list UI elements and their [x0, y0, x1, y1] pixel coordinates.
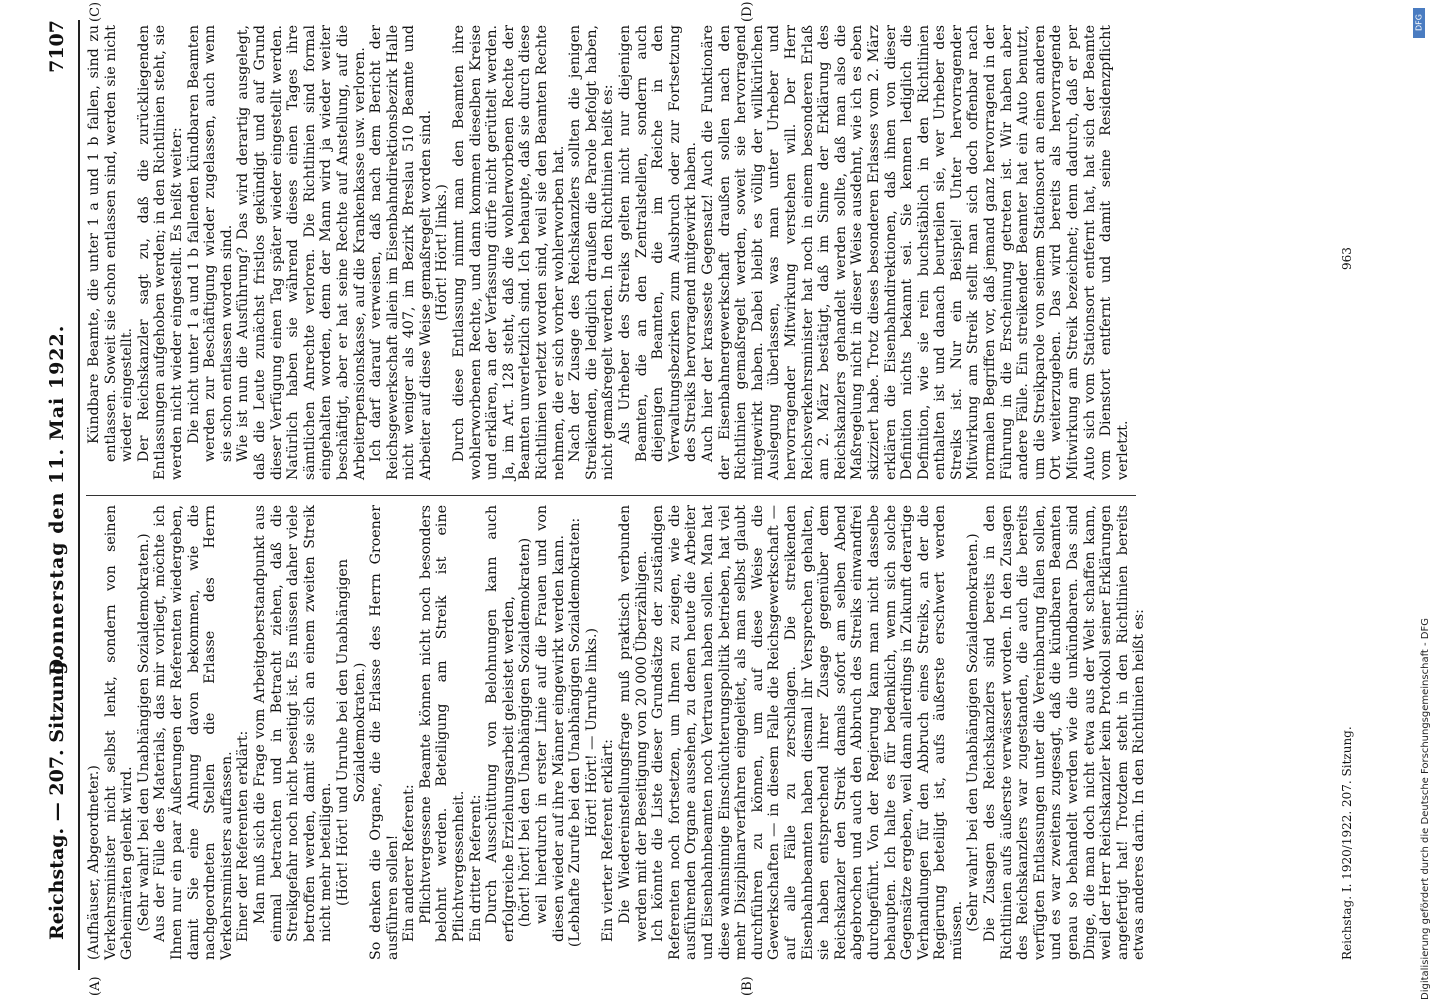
document-page [40, 0, 1375, 1000]
interjection: (Hört! Hört! und Unruhe bei den Unabhängigen Sozialdemokraten.) [334, 559, 368, 906]
paragraph: Ein anderer Referent: [401, 784, 418, 942]
header-session: Reichstag. — 207. Sitzung. [46, 654, 68, 940]
paragraph: Die Zusagen des Reichskanzlers sind bereits in den Richtlinien aufs äußerste verwässert worden. In den Zusagen des Reichskanzlers war zugestanden, die auch die bereits verfügten Entlassungen unter die Vereinbarung fallen sollen, und es war zweitens zugesagt, daß die kündbaren Beamten genau so behandelt werden wie die unkündbaren. Das sind Dinge, die man doch nicht etwa aus der Welt schaffen kann, weil der Herr Reichskanzler kein Protokoll seiner Erklärungen angefertigt hat! Trotzdem steht in den Richtlinien bereits etwas anderes darin. In den Richtlinien heißt es: [982, 505, 1148, 960]
paragraph: Einer der Referenten erklärt: [235, 730, 252, 942]
footer-source: Reichstag. I. 1920/1922. 207. Sitzung. [1340, 726, 1354, 960]
paragraph: Ich könnte die Liste dieser Grundsätze der zuständigen Referenten noch fortsetzen, um Ihnen zu zeigen, wie die ausführenden Organe aussehen, zu denen heute die Arbeiter und Eisenbahnbeamten noch Vertrauen haben sollen. Man hat diese wahnsinnige Einschüchterungspolitik betrieben, hat viel mehr Disziplinarverfahren eingeleitet, als man selbst glaubt durchführen zu können, um auf diese Weise die Gewerkschaften — in diesem Falle die Reichsgewerkschaft — auf alle Fälle zu zerschlagen. Die streikenden Eisenbahnbeamten haben diesmal ihr Versprechen gehalten, sie haben entsprechend ihrer Zusage gegenüber dem Reichskanzler den Streik damals sofort am selben Abend abgebrochen und auch den Abbruch des Streiks einwandfrei durchgeführt. Von der Regierung kann man nicht dasselbe behaupten. Ich halte es für bedenklich, wenn sich solche Gegensätze ergeben, weil dann allerdings in Zukunft derartige Verhandlungen für den Abbruch eines Streiks, an der die Regierung beteiligt ist, aufs äußerste erschwert werden müssen. [650, 505, 965, 960]
quotation: Pflichtvergessene Beamte können nicht noch besonders belohnt werden. Beteiligung am Streik ist eine Pflichtvergessenheit. [417, 505, 468, 942]
paragraph: So denken die Organe, die die Erlasse des Herrn Groener ausführen sollen! [368, 505, 401, 960]
interjection: (Sehr wahr! bei den Unabhängigen Sozialdemokraten.) [965, 533, 982, 932]
dfg-logo-text: DFG [1414, 14, 1424, 31]
paragraph: Ein dritter Referent: [467, 794, 484, 942]
interjection: (Sehr wahr! bei den Unabhängigen Sozialdemokraten.) [135, 533, 152, 932]
paragraph: Ein vierter Referent erklärt: [600, 739, 617, 942]
quotation: Kündbare Beamte, die unter 1 a und 1 b fallen, sind zu entlassen. Soweit sie schon entlassen sind, werden sie nicht wieder eingestellt. [86, 25, 136, 462]
quotation: Die nicht unter 1 a und 1 b fallenden kündbaren Beamten werden zur Beschäftigung wieder zugelassen, auch wenn sie schon entlassen worden sind. [185, 25, 235, 462]
margin-marker-a: (A) [88, 976, 103, 996]
column-divider [86, 495, 1136, 496]
paragraph: Durch diese Entlassung nimmt man den Beamten ihre wohlerworbenen Rechte, und dann kommen dieselben Kreise und erklären, an der Verfassung dürfe nicht gerüttelt werden. Ja, im Art. 128 steht, daß die wohlerworbenen Rechte der Beamten unverletzlich sind. Ich behaupte, daß sie durch diese Richtlinien verletzt worden sind, weil sie den Beamten Rechte nehmen, die er sich vorher wohlerworben hat. [451, 25, 567, 480]
text-column-right [86, 25, 1131, 480]
paragraph: Nach der Zusage des Reichskanzlers sollten die jenigen Streikenden, die lediglich draußen die Parole befolgt haben, nicht gemaßregelt werden. In den Richtlinien heißt es: [567, 25, 617, 480]
quotation: Man muß sich die Frage vom Arbeitgeberstandpunkt aus einmal betrachten und in Betracht ziehen, daß die Streikgefahr noch nicht beseitigt ist. Es müssen daher viele betroffen werden, damit sie sich an einem zweiten Streik nicht mehr beteiligen. [251, 505, 335, 942]
funding-note: Digitalisierung gefördert durch die Deutsche Forschungsgemeinschaft - DFG [1420, 617, 1431, 1000]
footer-sheet-number: 963 [1340, 247, 1354, 270]
header-rule [78, 20, 80, 970]
margin-marker-d: (D) [740, 1, 755, 22]
paragraph: Der Reichskanzler sagt zu, daß die zurückliegenden Entlassungen aufgehoben werden; in den Richtlinien steht, sie werden nicht wieder eingestellt. Es heißt weiter: [135, 25, 185, 480]
paragraph: (Aufhäuser, Abgeordneter.) [86, 765, 102, 960]
interjection: (hört! hört! bei den Unabhängigen Sozialdemokraten) [517, 537, 534, 928]
quotation: weil hierdurch in erster Linie auf die Frauen und von diesen wieder auf ihre Männer eingewirkt werden kann. [534, 505, 567, 942]
paragraph: Auch hier der krasseste Gegensatz! Auch die Funktionäre der Eisenbahnergewerkschaft draußen sollen nach den Richtlinien gemaßregelt werden, soweit sie hervorragend mitgewirkt haben. Dabei bleibt es völlig der willkürlichen Auslegung überlassen, was man unter Urheber und hervorragender Mitwirkung verstehen will. Der Herr Reichsverkehrsminister hat noch in einem besonderen Erlaß am 2. März bestätigt, daß im Sinne der Erklärung des Reichskanzlers gehandelt werden sollte, daß man also die Maßregelung nicht in dieser Weise ausdehnt, wie ich es eben skizziert habe. Trotz dieses besonderen Erlasses vom 2. März erklären die Eisenbahndirektionen, daß ihnen von dieser Definition nichts bekannt sei. Sie kennen lediglich die Definition, wie sie rein buchstäblich in den Richtlinien enthalten ist und danach beurteilen sie, wer Urheber des Streiks ist. Nur ein Beispiel! Unter hervorragender Mitwirkung am Streik stellt man sich doch offenbar nach normalen Begriffen vor, daß jemand ganz hervorragend in der Führung in die Erscheinung getreten ist. Wir haben aber andere Fälle. Ein streikender Beamter hat ein Auto benutzt, um die Streikparole von seinem Stationsort an einen anderen Ort weiterzugeben. Das wird bereits als hervorragende Mitwirkung am Streik bezeichnet; denn dadurch, daß er per Auto sich vom Stationsort entfernt hat, hat sich der Beamte vom Dienstort entfernt und damit seine Residenzpflicht verletzt. [699, 25, 1131, 480]
quotation: Die Wiedereinstellungsfrage muß praktisch verbunden werden mit der Beseitigung von 20 000 Überzähligen. [617, 505, 650, 942]
paragraph: Wie ist nun die Ausführung? Das wird derartig ausgelegt, daß die Leute zunächst fristlos gekündigt und auf Grund dieser Verfügung einen Tag später wieder eingestellt werden. Natürlich haben sie während dieses einen Tages ihre sämtlichen Anrechte verloren. Die Richtlinien sind formal eingehalten worden, denn der Mann wird ja wieder weiter beschäftigt, aber er hat seine Rechte auf Anstellung, auf die Arbeiterpensionskasse, auf die Krankenkasse usw. verloren. [235, 25, 368, 480]
interjection: (Lebhafte Zurufe bei den Unabhängigen Sozialdemokraten: Hört! Hört! — Unruhe links.) [567, 517, 600, 948]
header-page-number: 7107 [46, 20, 68, 73]
margin-marker-b: (B) [740, 976, 755, 996]
paragraph: Ich darf darauf verweisen, daß nach dem Bericht der Reichsgewerkschaft allein im Eisenbahndirektionsbezirk Halle nicht weniger als 407, im Bezirk Breslau 510 Beamte und Arbeiter auf diese Weise gemaßregelt worden sind. [368, 25, 434, 480]
text-column-left [86, 505, 1148, 960]
page-header [40, 0, 74, 1000]
margin-marker-c: (C) [88, 1, 103, 22]
interjection: (Hört! Hört! links.) [434, 184, 451, 321]
header-date: Donnerstag den 11. Mai 1922. [46, 324, 68, 676]
quotation: Durch Ausschüttung von Belohnungen kann auch erfolgreiche Erziehungsarbeit geleistet werden, [484, 505, 517, 942]
paragraph: Aus der Fülle des Materials, das mir vorliegt, möchte ich Ihnen nur ein paar Äußerungen der Referenten wiedergeben, damit Sie eine Ahnung davon bekommen, wie die nachgeordneten Stellen die Erlasse des Herrn Verkehrsministers auffassen. [152, 505, 235, 960]
quotation: Als Urheber des Streiks gelten nicht nur diejenigen Beamten, die an den Zentralstellen, sondern auch diejenigen Beamten, die im Reiche in den Verwaltungsbezirken zum Ausbruch oder zur Fortsetzung des Streiks hervorragend mitgewirkt haben. [617, 25, 700, 462]
paragraph: Verkehrsminister nicht selbst lenkt, sondern von seinen Geheimräten gelenkt wird. [102, 505, 136, 960]
